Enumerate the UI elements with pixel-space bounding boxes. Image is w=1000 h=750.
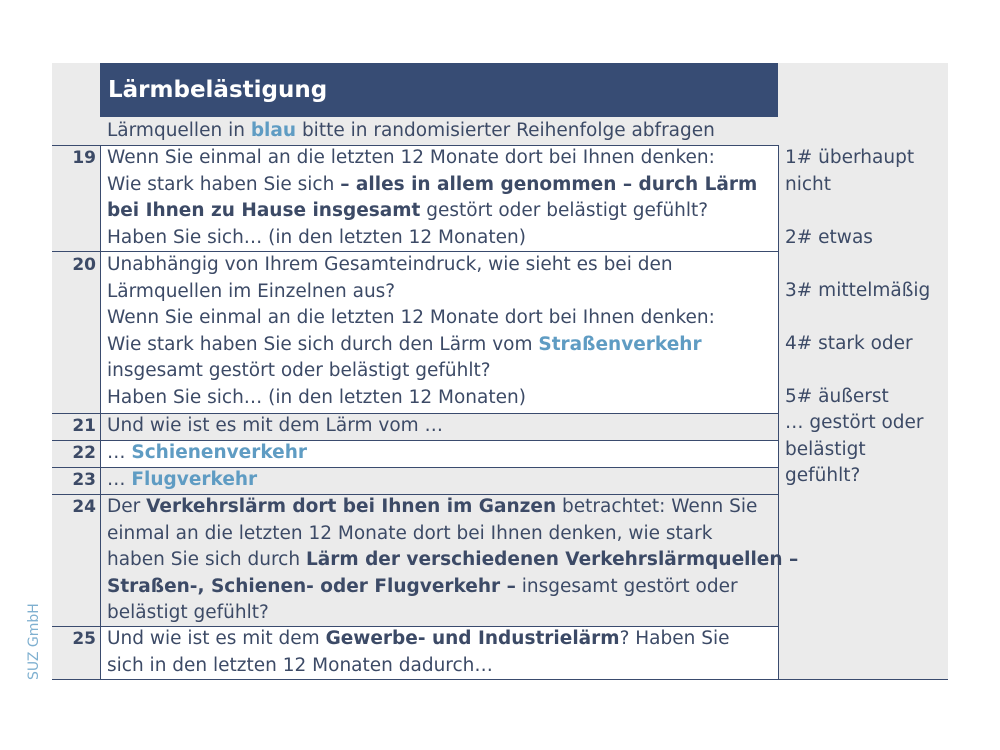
scale-item-5: 5# äußerst xyxy=(785,385,889,407)
question-23: … Flugverkehr xyxy=(107,469,258,490)
instruction-text: Lärmquellen in blau bitte in randomisierter Reihenfolge abfragen xyxy=(107,120,715,141)
scale-item-2: 2# etwas xyxy=(785,226,873,248)
question-22: … Schienenverkehr xyxy=(107,442,308,463)
question-20: Unabhängig von Ihrem Gesamteindruck, wie sieht es bei den Lärmquellen im Einzelnen aus? Wenn Sie einmal an die letzten 12 Monate dort bei Ihnen denken: Wie stark haben Sie sich durch den Lärm vom Straßenverkehr insgesamt gestört oder belästigt gefühlt? Haben Sie sich… (in den letzten 12 Monaten) xyxy=(107,254,715,408)
title-bar xyxy=(100,63,778,117)
question-number-25: 25 xyxy=(72,629,96,649)
scale-item-4: 4# stark oder xyxy=(785,332,913,354)
company-name: SUZ GmbH xyxy=(26,603,42,680)
scale-item-1: 1# überhaupt xyxy=(785,147,915,168)
question-number-20: 20 xyxy=(72,255,96,275)
page-title: Lärmbelästigung xyxy=(108,77,328,103)
question-number-19: 19 xyxy=(72,148,96,168)
scale-item-3: 3# mittelmäßig xyxy=(785,279,931,301)
question-25: Und wie ist es mit dem Gewerbe- und Industrielärm? Haben Sie sich in den letzten 12 Monaten dadurch… xyxy=(107,628,730,676)
question-number-23: 23 xyxy=(72,470,96,490)
question-number-21: 21 xyxy=(72,416,96,436)
question-21: Und wie ist es mit dem Lärm vom … xyxy=(107,415,444,436)
question-19: Wenn Sie einmal an die letzten 12 Monate dort bei Ihnen denken: Wie stark haben Sie sich – alles in allem genommen – durch Lärm bei Ihnen zu Hause insgesamt gestört oder belästigt gefühlt? Haben Sie sich… (in den letzten 12 Monaten) xyxy=(107,147,758,248)
answer-scale: 1# überhaupt nicht 2# etwas 3# mittelmäßig 4# stark oder 5# äußerst … gestört oder belästigt gefühlt? xyxy=(785,147,931,486)
question-number-22: 22 xyxy=(72,443,96,463)
question-number-24: 24 xyxy=(72,497,96,517)
header-gray-left xyxy=(52,63,100,145)
header-gray-right xyxy=(778,63,948,145)
question-24: Der Verkehrslärm dort bei Ihnen im Ganzen betrachtet: Wenn Sie einmal an die letzten 12 Monate dort bei Ihnen denken, wie stark haben Sie sich durch Lärm der verschiedenen Verkehrslärmquellen – Straßen-, Schienen- oder Flugverkehr – insgesamt gestört oder belästigt gefühlt? xyxy=(107,496,799,623)
number-column xyxy=(52,145,100,679)
